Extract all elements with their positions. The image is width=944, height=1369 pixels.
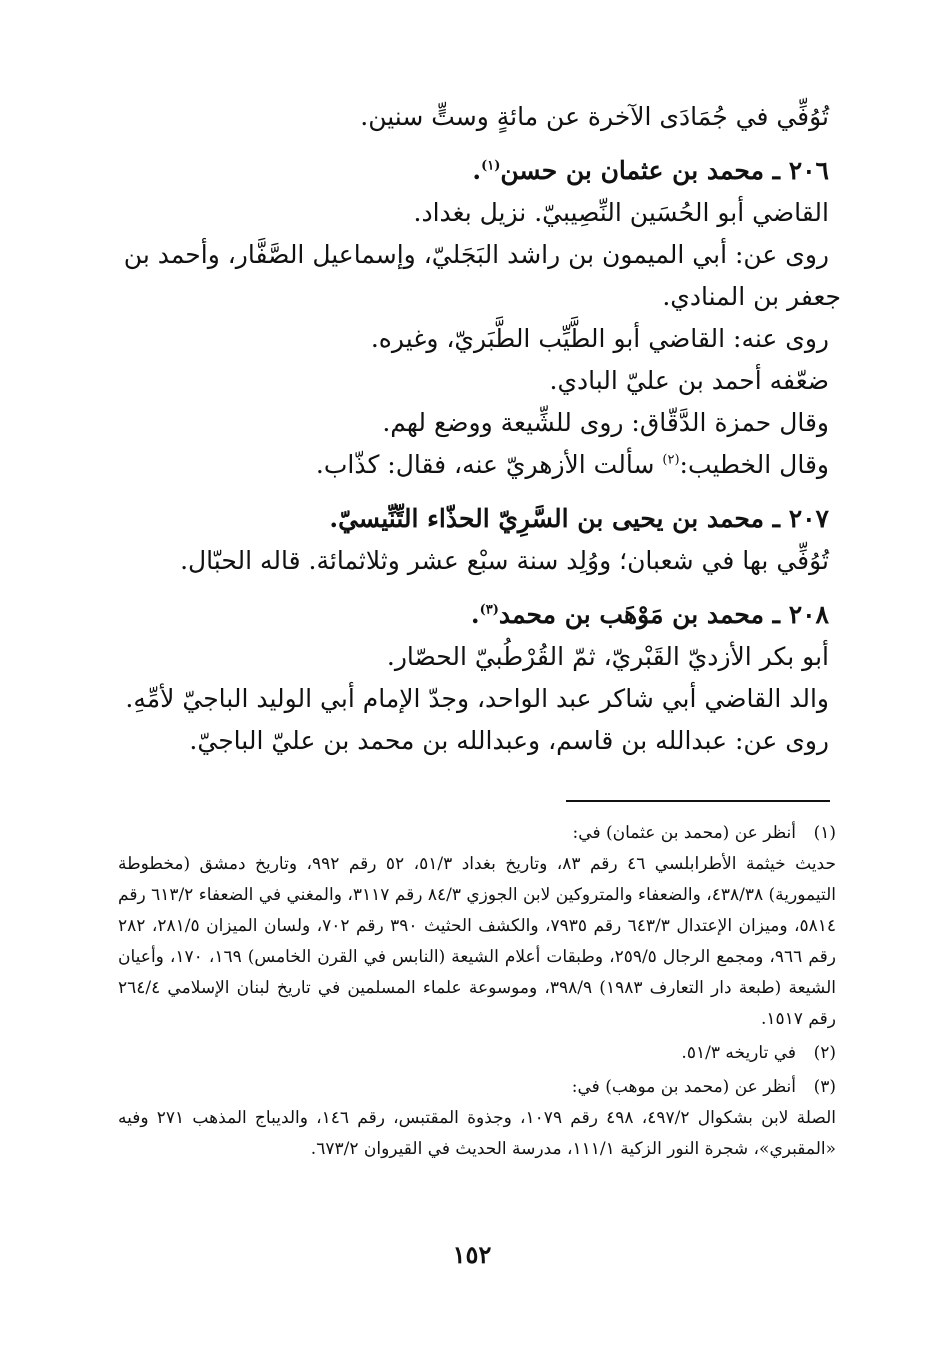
footnote-intro: أنظر عن (محمد بن عثمان) في:	[572, 823, 796, 843]
text-line: روى عنه: القاضي أبو الطَّيِّب الطَّبَريّ، وغيره.	[370, 324, 829, 353]
footnote-body	[118, 818, 837, 1035]
footnotes	[118, 818, 836, 1168]
text-line	[118, 444, 829, 486]
footnote-mark: (١)	[813, 823, 836, 843]
footnote-ref: (٣)	[479, 602, 499, 618]
text-line: والد القاضي أبي شاكر عبد الواحد، وجدّ الإمام أبي الوليد الباجيّ لأمِّهِ.	[125, 684, 829, 713]
text-line: روى عن: أبي الميمون بن راشد البَجَليّ، وإسماعيل الصَّفَّار، وأحمد بن	[123, 240, 829, 269]
footnote-mark: (٢)	[813, 1043, 836, 1063]
footnote-ref: (٢)	[662, 452, 680, 468]
text-line: تُوُفِّي في جُمَادَى الآخرة عن مائةٍ وستٍّ سنين.	[360, 102, 829, 131]
entry-heading-207: ٢٠٧ ـ محمد بن يحيى بن السَّرِيّ الحذّاء التِّنِّيسيّ.	[329, 504, 829, 533]
text-line: وقال حمزة الدَّقّاق: روى للشِّيعة ووضع لهم.	[382, 408, 829, 437]
heading-end: .	[470, 600, 480, 629]
footnote-text: في تاريخه ٥١/٣.	[681, 1043, 796, 1063]
footnote-2	[118, 1038, 836, 1069]
footnote-body	[118, 1038, 796, 1069]
heading-end: .	[472, 156, 482, 185]
footnote-ref: (١)	[481, 158, 501, 174]
footnote-text: حديث خيثمة الأطرابلسي ٤٦ رقم ٨٣، وتاريخ بغداد ٥١/٣، ٥٢ رقم ٩٩٢، وتاريخ دمشق (مخطوطة التيمورية) ٤٣٨/٣٨، والضعفاء والمتروكين لابن الجوزي ٨٤/٣ رقم ٣١١٧، والمغني في الضعفاء ٦١٣/٢ رقم ٥٨١٤، وميزان الإعتدال ٦٤٣/٣ رقم ٧٩٣٥، والكشف الحثيث ٣٩٠ رقم ٧٠٢، ولسان الميزان ٢٨١/٥، ٢٨٢ رقم ٩٦٦، ومجمع الرجال ٢٥٩/٥، وطبقات أعلام الشيعة (النابس في القرن الخامس) ١٦٩، ١٧٠، وأعيان الشيعة (طبعة دار التعارف ١٩٨٣) ٣٩٨/٩، وموسوعة علماء المسلمين في تاريخ لبنان الإسلامي ٢٦٤/٤ رقم ١٥١٧.	[118, 854, 837, 1029]
entry-heading-text: ٢٠٦ ـ محمد بن عثمان بن حسن	[500, 156, 829, 185]
text-span: وقال الخطيب:	[679, 450, 829, 479]
text-line: روى عن: عبدالله بن قاسم، وعبدالله بن محمد بن عليّ الباجيّ.	[189, 726, 829, 755]
footnote-mark: (٣)	[813, 1077, 836, 1097]
footnote-text: الصلة لابن بشكوال ٤٩٧/٢، ٤٩٨ رقم ١٠٧٩، وجذوة المقتبس، رقم ١٤٦، والديباج المذهب ٢٧١ وفيه «المقبري»، شجرة النور الزكية ١١١/١، مدرسة الحديث في القيروان ٦٧٣/٢.	[118, 1108, 837, 1159]
text-line: القاضي أبو الحُسَين النِّصِيبيّ. نزيل بغداد.	[413, 198, 829, 227]
page-number: ١٥٢	[452, 1240, 492, 1269]
text-line: تُوُفِّي بها في شعبان؛ ووُلِد سنة سبْع عشر وثلاثمائة. قاله الحبّال.	[180, 546, 829, 575]
entry-heading-208	[118, 594, 829, 636]
footnote-body	[118, 1072, 837, 1165]
text-span: سألت الأزهريّ عنه، فقال: كذّاب.	[315, 450, 663, 479]
footnote-1	[118, 818, 836, 1035]
text-line: ضعّفه أحمد بن عليّ البادي.	[549, 366, 829, 395]
footnote-3	[118, 1072, 836, 1165]
entry-heading-text: ٢٠٨ ـ محمد بن مَوْهَب بن محمد	[498, 600, 829, 629]
text-line: جعفر بن المنادي.	[662, 282, 841, 311]
entry-heading-206	[118, 150, 829, 192]
footnote-intro: أنظر عن (محمد بن موهب) في:	[571, 1077, 796, 1097]
main-text	[118, 96, 841, 762]
footnote-divider	[566, 800, 830, 802]
text-line: أبو بكر الأزديّ القَبْريّ، ثمّ القُرْطُبيّ الحصّار.	[386, 642, 829, 671]
